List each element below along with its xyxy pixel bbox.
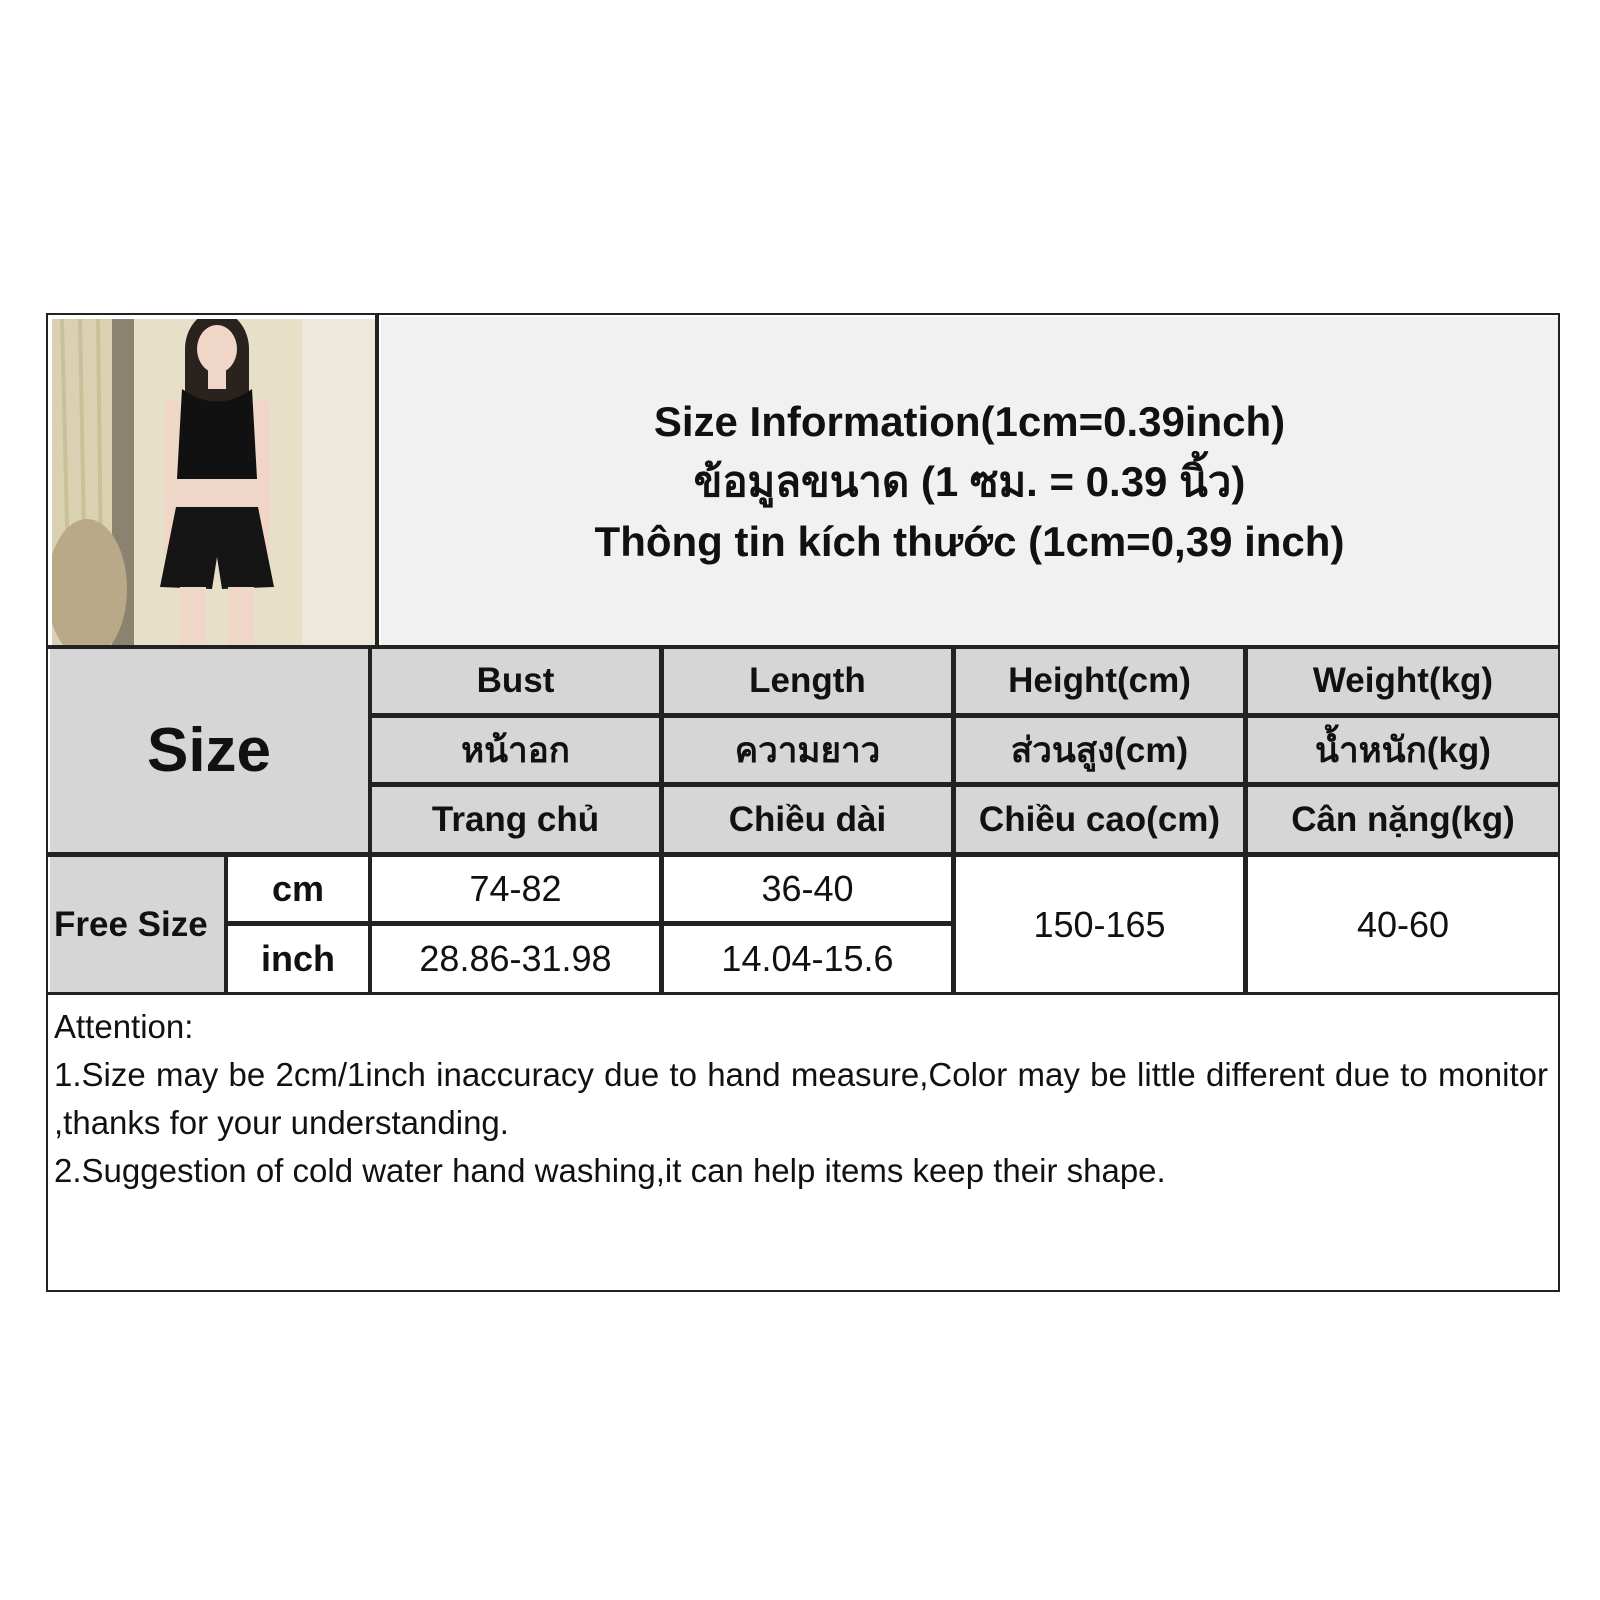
model-photo-icon: [52, 319, 375, 646]
header-length-th: ความยาว: [664, 718, 951, 782]
divider: [224, 921, 954, 926]
title-vietnamese: Thông tin kích thước (1cm=0,39 inch): [594, 518, 1345, 565]
title-thai: ข้อมูลขนาด (1 ซม. = 0.39 นิ้ว): [693, 458, 1246, 505]
size-chart: [46, 313, 1560, 1292]
header-length-en: Length: [664, 649, 951, 713]
divider: [951, 649, 956, 994]
header-bust-vi: Trang chủ: [372, 787, 659, 852]
title-english: Size Information(1cm=0.39inch): [653, 398, 1286, 445]
unit-cm: cm: [228, 857, 368, 921]
size-name: Free Size: [50, 857, 224, 992]
divider: [659, 649, 664, 994]
unit-inch: inch: [228, 926, 368, 992]
divider: [370, 782, 1560, 787]
length-cm-value: 36-40: [664, 857, 951, 921]
header-bust-th: หน้าอก: [372, 718, 659, 782]
header-height-th: ส่วนสูง(cm): [956, 718, 1243, 782]
divider: [224, 857, 228, 994]
divider: [1243, 649, 1248, 994]
attention-heading: Attention:: [54, 1008, 194, 1045]
divider: [370, 713, 1560, 718]
header-weight-th: น้ำหนัก(kg): [1248, 718, 1558, 782]
length-inch-value: 14.04-15.6: [664, 926, 951, 992]
height-value: 150-165: [956, 857, 1243, 992]
bust-inch-value: 28.86-31.98: [372, 926, 659, 992]
divider: [48, 992, 1558, 995]
divider: [48, 645, 1558, 649]
bust-cm-value: 74-82: [372, 857, 659, 921]
size-header: Size: [50, 649, 368, 852]
divider: [48, 852, 1558, 857]
divider: [375, 315, 379, 645]
attention-note-1: 1.Size may be 2cm/1inch inaccuracy due to hand measure,Color may be little different due to monitor ,thanks for your understanding.: [54, 1056, 1548, 1141]
header-weight-vi: Cân nặng(kg): [1248, 787, 1558, 852]
divider: [368, 649, 372, 994]
header-length-vi: Chiều dài: [664, 787, 951, 852]
weight-value: 40-60: [1248, 857, 1558, 992]
product-photo: [52, 319, 375, 646]
header-height-en: Height(cm): [956, 649, 1243, 713]
header-bust-en: Bust: [372, 649, 659, 713]
header-height-vi: Chiều cao(cm): [956, 787, 1243, 852]
attention-notes: [54, 1003, 1548, 1195]
title-area: [381, 317, 1558, 647]
attention-note-2: 2.Suggestion of cold water hand washing,it can help items keep their shape.: [54, 1152, 1166, 1189]
header-weight-en: Weight(kg): [1248, 649, 1558, 713]
